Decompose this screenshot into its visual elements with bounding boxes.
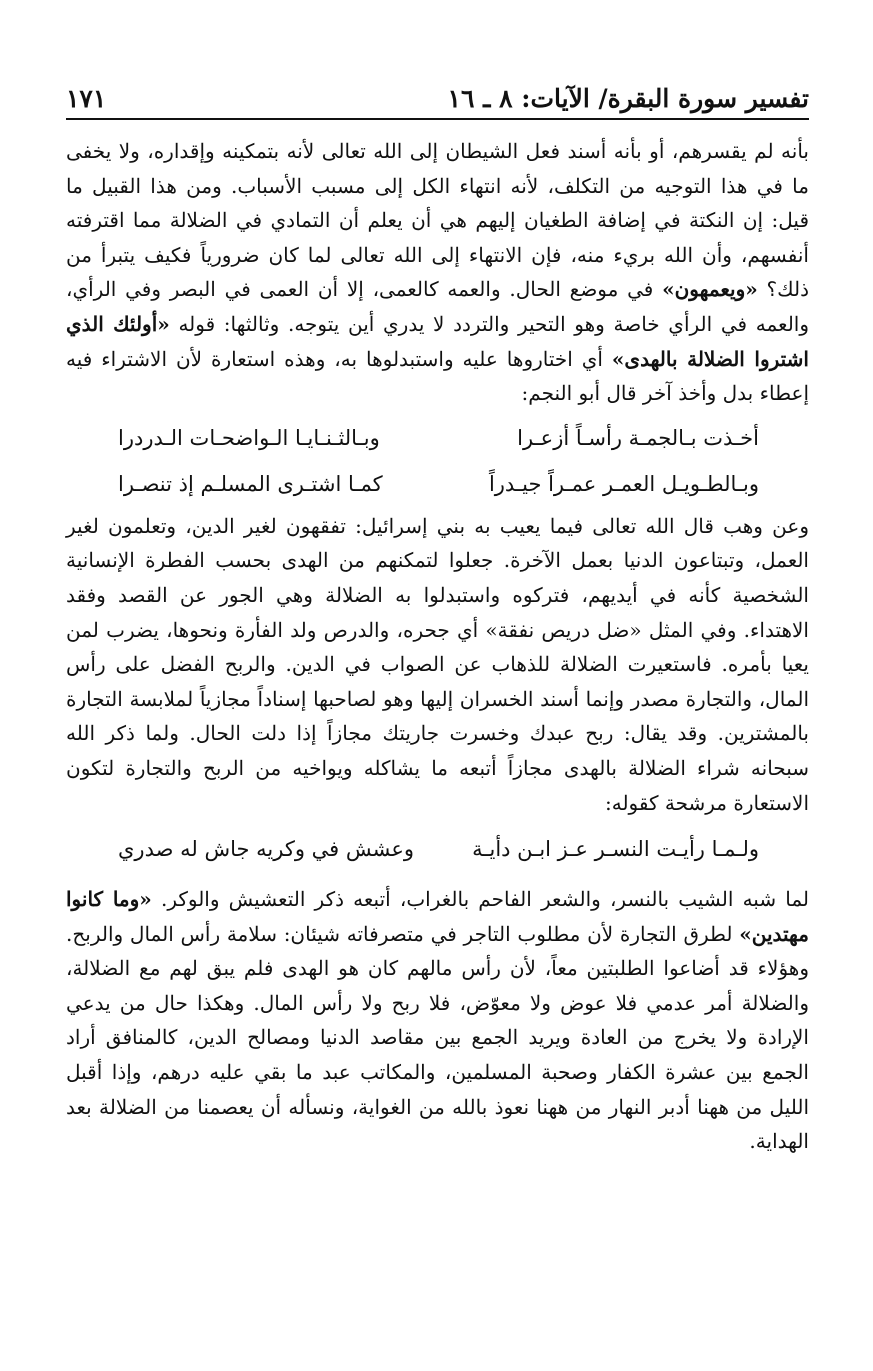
poetry-verse [66, 415, 809, 461]
verse-second-hemistich: وعشش في وكريه جاش له صدري [118, 837, 415, 862]
paragraph-3 [66, 882, 809, 1159]
quran-quote: «وما كانوا مهتدين» [66, 887, 809, 946]
verse-first-hemistich: أخـذت بـالجمـة رأسـاً أزعـرا [517, 425, 759, 450]
quran-quote: «ويعمهون» [662, 277, 758, 302]
verse-second-hemistich: كمـا اشتـرى المسلـم إذ تنصـرا [118, 471, 383, 496]
verse-first-hemistich: ولـمـا رأيـت النسـر عـز ابـن دأيـة [472, 837, 759, 862]
text-run: بأنه لم يقسرهم، أو بأنه أسند فعل الشيطان إلى الله تعالى لأنه بتمكينه وإقداره، ولا يخفى ما في هذا التوجيه من التكلف، لأنه انتهاء الكل إلى مسبب الأسباب. ومن هذا القبيل ما قيل: إن النكتة في إضافة الطغيان إليهم هي أن يعلم أن التمادي في الضلالة مما اقترفته أنفسهم، وأن الله بريء منه، فإن الانتهاء إلى الله تعالى لما كان ضرورياً فكيف يتبرأ من ذلك؟ [66, 139, 810, 302]
text-run: في موضع الحال. والعمه كالعمى، إلا أن العمى في البصر وفي الرأي، والعمه في الرأي خاصة وهو التحير والتردد لا يدري أين يتوجه. وثالثها: قوله [66, 277, 810, 336]
running-title: تفسير سورة البقرة/ الآيات: ٨ ـ ١٦ [447, 84, 809, 113]
page-header [66, 78, 809, 120]
text-run: لطرق التجارة لأن مطلوب التاجر في متصرفاته شيئان: سلامة رأس المال والربح. وهؤلاء قد أضاعوا الطلبتين معاً، لأن رأس مالهم كان هو الهدى فلم يبق لهم مع الضلالة، والضلالة أمر عدمي فلا عوض ولا معوّض، فلا ربح ولا رأس المال. وهكذا حال من يدعي الإرادة ولا يخرج من العادة ويريد الجمع بين مقاصد الدنيا ومصالح الدين، كالمنافق أراد الجمع بين عشرة الكفار وصحبة المسلمين، والمكاتب عبد ما بقي عليه درهم، وإذا أقبل الليل من ههنا أدبر النهار من ههنا نعوذ بالله من الغواية، ونسأله أن يعصمنا من الضلالة بعد الهداية. [66, 921, 809, 1154]
text-run: أي اختاروها عليه واستبدلوها به، وهذه استعارة لأن الاشتراء فيه إعطاء بدل وأخذ آخر قال أبو النجم: [66, 346, 809, 406]
poetry-block-nasr [66, 826, 809, 872]
paragraph-2: وعن وهب قال الله تعالى فيما يعيب به بني إسرائيل: تفقهون لغير الدين، وتعلمون لغير العمل، وتبتاعون الدنيا بعمل الآخرة. جعلوا لتمكنهم من الهدى بحسب الفطرة الإنسانية الشخصية كأنه في أيديهم، فتركوه واستبدلوا به الضلالة وهي الجور عن القصد وفقد الاهتداء. وفي المثل «ضل دريص نفقة» أي جحره، والدرص ولد الفأرة ونحوها، يضرب لمن يعيا بأمره. فاستعيرت الضلالة للذهاب عن الصواب في الدين. والربح الفضل على رأس المال، والتجارة مصدر وإنما أسند الخسران إليها وهو لصاحبها إسناداً مجازياً لملابسة التجارة بالمشترين. وقد يقال: ربح عبدك وخسرت جاريتك مجازاً إذا دلت الحال. ولما ذكر الله سبحانه شراء الضلالة بالهدى مجازاً أتبعه ما يشاكله ويواخيه من الربح والتجارة لتكون الاستعارة مرشحة كقوله: [66, 513, 809, 815]
poetry-block-abu-najm [66, 415, 809, 507]
page-number: ١٧١ [66, 84, 107, 113]
verse-second-hemistich: وبـالثـنـايـا الـواضحـات الـدردرا [118, 425, 380, 450]
quran-quote: «أولئك الذي اشتروا الضلالة بالهدى» [66, 311, 809, 371]
poetry-verse [66, 461, 809, 507]
poetry-verse [66, 826, 809, 872]
text-run: لما شبه الشيب بالنسر، والشعر الفاحم بالغراب، أتبعه ذكر التعشيش والوكر. [151, 887, 810, 912]
page-body [66, 134, 809, 1159]
verse-first-hemistich: وبـالطـويـل العمـر عمـراً جيـدراً [488, 471, 759, 496]
paragraph-1 [66, 134, 809, 411]
